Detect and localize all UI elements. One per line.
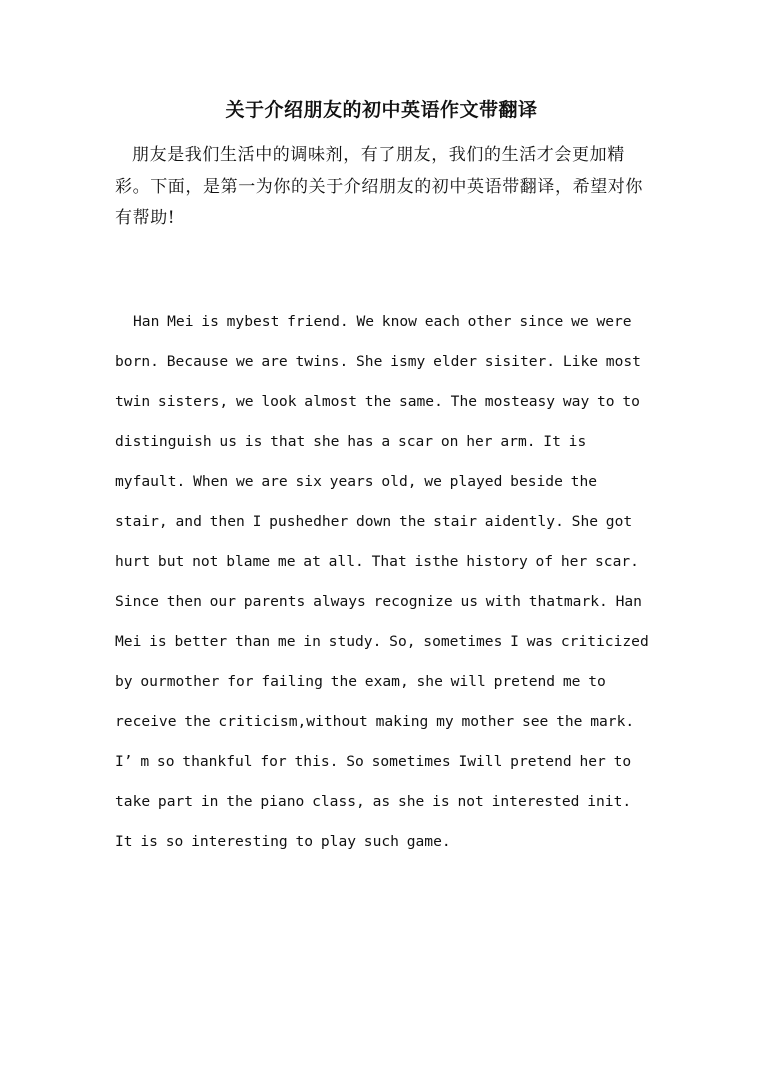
intro-paragraph: 朋友是我们生活中的调味剂，有了朋友，我们的生活才会更加精彩。下面，是第一为你的关于介绍朋友的初中英语带翻译，希望对你有帮助!	[115, 145, 643, 228]
page-title: 关于介绍朋友的初中英语作文带翻译	[225, 99, 538, 121]
essay-paragraph: Han Mei is mybest friend. We know each other since we were born. Because we are twins. She ismy elder sisiter. Like most twin sisters, we look almost the same. The mosteasy way to to distinguish us is that she has a scar on her arm. It is myfault. When we are six years old, we played beside the stair, and then I pushedher down the stair aidently. She got hurt but not blame me at all. That isthe history of her scar. Since then our parents always recognize us with thatmark. Han Mei is better than me in study. So, sometimes I was criticized by ourmother for failing the exam, she will pretend me to receive the criticism,without making my mother see the mark. I’ m so thankful for this. So sometimes Iwill pretend her to take part in the piano class, as she is not interested init. It is so interesting to play such game.	[115, 313, 649, 850]
